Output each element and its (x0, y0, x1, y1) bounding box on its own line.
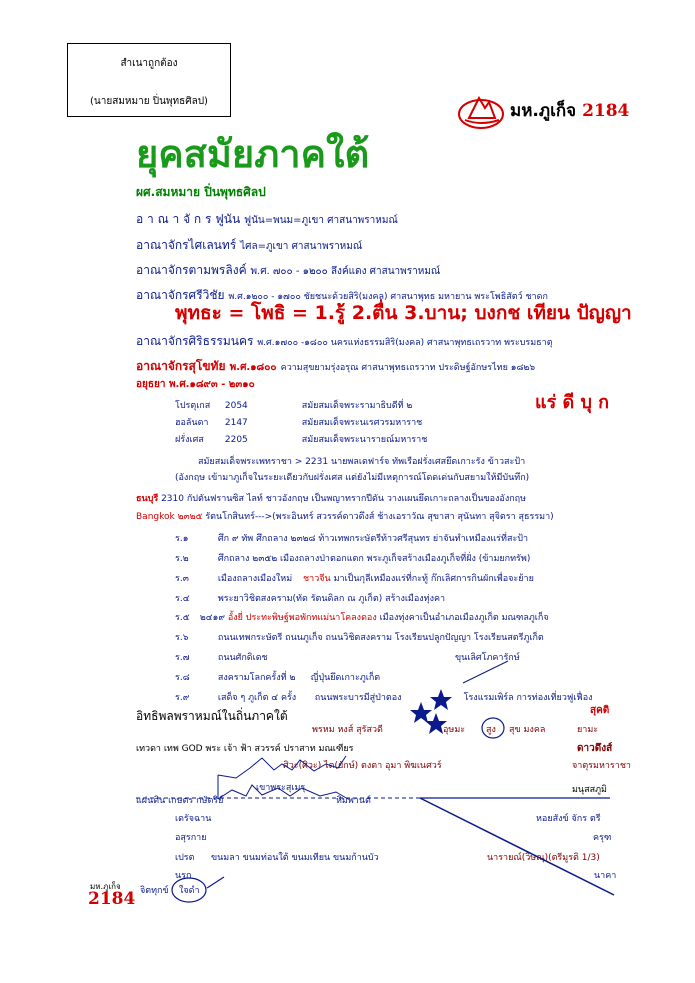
reign-text: ถนนเทพกระษัตรี ถนนภูเก็จ ถนนวิชิตสงคราม โรงเรียนปลูกปัญญา โรงเรียนสตรีภูเก็ต (217, 633, 544, 643)
kingdom-years: พ.ศ.๑๘๐๐ (229, 362, 277, 373)
reign-year: ๒๔๑๙ (199, 613, 225, 623)
label-shiva: ศิวะ(ศิวะ) ไต(ยักษ์) ตงตา อุมา พิฆเนศวร์ (283, 761, 442, 771)
ayutthaya-label: อยุธยา (136, 379, 166, 390)
reign-label: ร.๔ (175, 594, 190, 604)
kingdom-name: อาณาจักรสุโขทัย (136, 359, 226, 373)
label-suk: สุข มงคล (509, 725, 546, 735)
label-dao: ดาวดึงส์ (577, 743, 613, 754)
footer-university: มห.ภูเก็จ (90, 882, 121, 891)
label-asura: อสุรกาย (175, 833, 207, 843)
label-meru: เขาพระสุเมรุ (256, 783, 306, 793)
highlight-circle-sung (482, 718, 504, 738)
colonial-reign: สมัยสมเด็จพระรามาธิบดีที่ ๒ (301, 401, 413, 411)
colonial-country: ฝรั่งเศส (175, 435, 204, 445)
label-deva: เทวดา เทพ GOD พระ เจ้า ฟ้า สวรรค์ ปราสาท มณเฑียร (136, 744, 354, 754)
thonburi-text: 2310 กัปตันฟรานซิส ไลท์ ชาวอังกฤษ เป็นพญาทรากปีดัน วางแผนยึดเกาะถลางเป็นของอังกฤษ (161, 494, 527, 504)
reign-label: ร.๒ (175, 554, 189, 564)
star-icon (410, 702, 432, 723)
label-naraka: นรก (175, 871, 192, 881)
reign-label: ร.๑ (175, 534, 189, 544)
label-himavanta: หิมพานต์ (336, 796, 371, 806)
mountain-line-top (218, 756, 346, 778)
reign-text: ศึกถลาง ๒๓๕๒ เมืองถลางป่าตอกแตก พระภูเก็จสร้างเมืองภูเก็จที่ฝั่ง (ข้ามยกทรัพ) (217, 554, 531, 564)
star-icon (425, 713, 447, 734)
university-label: มห.ภูเก็จ (510, 101, 577, 121)
bangkok-label: Bangkok (136, 512, 175, 522)
bangkok-year: ๒๓๒๕ (177, 512, 203, 522)
reign-label: ร.๘ (175, 673, 190, 683)
colonial-reign: สมัยสมเด็จพระนารายณ์มหาราช (301, 435, 428, 445)
colonial-year: 2205 (224, 435, 248, 445)
label-manus: มนุสสภูมิ (572, 785, 607, 795)
highlight-circle-heart (172, 878, 206, 902)
reign-tail: โรงแรมเพิร์ล การท่องเที่ยวฟูเฟื่อง (463, 693, 593, 703)
reign-mid: ถนนพระบารมีสู่ป่าตอง (314, 693, 402, 703)
kingdom-name: อาณาจักรศรีวิชัย (136, 288, 225, 302)
reign-note: ขุนเลิศโภคารักษ์ (455, 653, 520, 663)
reign-label: ร.๕ (175, 613, 190, 623)
label-peta: เปรต (175, 853, 195, 863)
university-number: 2184 (582, 101, 630, 121)
kingdom-detail: ฟูนัน=พนม=ภูเขา ศาสนาพราหมณ์ (244, 215, 398, 226)
kingdom-name: อาณาจักรไศเลนทร์ (136, 238, 237, 252)
star-icon (430, 689, 452, 710)
reign-mid: ญี่ปุ่นยึดเกาะภูเก็ต (310, 673, 381, 683)
mountain-line-bottom (218, 785, 348, 799)
ore-tin: แร่ ดี บุ ก (535, 392, 610, 413)
label-brahma: พรหม หงส์ สุรัสวดี (312, 725, 383, 735)
label-sung: สูง (486, 725, 496, 735)
bangkok-text: รัตนโกสินทร์--->(พระอินทร์ สวรรค์ดาวดึงส์ ช้างเอราวัณ สุขาสา สุนันทา สุจิตรา สุธรรมา) (205, 512, 554, 522)
thonburi-label: ธนบุรี (136, 494, 159, 504)
ayutthaya-years: พ.ศ.๑๘๙๓ - ๒๓๑๐ (168, 379, 255, 390)
kingdom-name: อาณาจักรตามพรลิงค์ (136, 263, 247, 277)
reign-tail: เมืองทุ่งคาเป็นอำเภอเมืองภูเก็ต มณฑลภูเก็จ (379, 613, 549, 623)
phetracha-line1: สมัยสมเด็จพระเพทราชา > 2231 นายพลเดฟาร์จ ทัพเรือฝรั่งเศสยึดเกาะรัง ข้าวสะป้า (198, 457, 526, 467)
footer-number: 2184 (88, 889, 136, 909)
kingdom-detail: พ.ศ.๑๒๐๐ - ๑๗๐๐ ชัยชนะด้วยสิริ(มงคล) ศาสนาพุทธ มหายาน พระโพธิสัตว์ ชาดก (228, 292, 548, 302)
label-horse: หอยสังข์ จักร ตรี (536, 814, 601, 824)
label-earth: แผ่นดิน เกษตร กษัตริย์ (136, 796, 224, 806)
label-tiracchan: เดรัจฉาน (175, 814, 212, 824)
colonial-reign: สมัยสมเด็จพระนเรศวรมหาราช (301, 418, 423, 428)
label-heart: ใจดำ (179, 886, 200, 896)
label-sukhum: อุษมะ (443, 725, 466, 735)
reign-label: ร.๓ (175, 574, 189, 584)
kingdom-name: อ า ณ า จั ก ร ฟูนัน (136, 212, 241, 226)
stamp-line1: สำเนาถูกต้อง (120, 58, 178, 69)
colonial-country: โปรตุเกส (175, 401, 211, 411)
phetracha-line2: (อังกฤษ เข้ามาภูเก็จในระยะเดียวกับฝรั่งเศส แต่ยังไม่มีเหตุการณ์โดดเด่นกับสยามให้มีบันทึก) (175, 473, 530, 483)
reign-label: ร.๙ (175, 693, 190, 703)
colonial-year: 2054 (224, 401, 248, 411)
reign-text: ศึก ๙ ทัพ ศึกถลาง ๒๓๒๘ ท้าวเทพกระษัตรีท้าวศรีสุนทร ย่าจันทำเหมืองแร่ที่สะป้า (217, 534, 529, 544)
label-yama: ยามะ (577, 725, 599, 735)
reign-text: เสด็จ ๆ ภูเก็ต ๔ ครั้ง (217, 693, 297, 703)
label-naga: นาคา (594, 871, 617, 881)
label-sweets: ขนมลา ขนมท่อนใต้ ขนมเทียน ขนมก้านบัว (211, 853, 379, 863)
arrow-line (207, 877, 224, 888)
reign-text: เมืองถลางเมืองใหม่ (217, 574, 293, 584)
kingdom-detail: พ.ศ. ๗๐๐ - ๑๒๐๐ ลึงค์แดง ศาสนาพราหมณ์ (250, 266, 441, 277)
reign-text: สงครามโลกครั้งที่ ๒ (217, 673, 296, 683)
page-title: ยุคสมัยภาคใต้ (136, 132, 370, 176)
reign-highlight: ชาวจีน (303, 574, 331, 584)
colonial-year: 2147 (224, 418, 248, 428)
buddha-definition: พุทธะ = โพธิ = 1.รู้ 2.ตื่น 3.บาน; บงกช เทียน ปัญญา (175, 302, 632, 324)
kingdom-name: อาณาจักรศิริธรรมนคร (136, 334, 254, 348)
label-mind: จิตทุกข์ (140, 886, 169, 896)
colonial-country: ฮอลันดา (175, 418, 209, 428)
reign-label: ร.๖ (175, 633, 189, 643)
label-sukhit: สุคติ (590, 705, 610, 716)
underworld-slope-line (420, 798, 617, 895)
label-narayana: นารายณ์(วิษณุ)(ตรีมูรติ 1/3) (487, 853, 600, 863)
pointer-line (463, 661, 508, 683)
kingdom-detail: ความสุขยามรุ่งอรุณ ศาสนาพุทธเถรวาท ประดิษฐ์อักษรไทย ๑๘๒๖ (280, 363, 536, 373)
author: ผศ.สมหมาย ปิ่นพุทธศิลป (136, 185, 266, 199)
kingdom-detail: ไศล=ภูเขา ศาสนาพราหมณ์ (240, 241, 363, 252)
reign-label: ร.๗ (175, 653, 190, 663)
stamp-line2: (นายสมหมาย ปิ่นพุทธศิลป) (90, 96, 208, 107)
brahmin-influence-heading: อิทธิพลพราหมณ์ในถิ่นภาคใต้ (136, 709, 288, 723)
label-garuda: ครุฑ (593, 833, 612, 843)
label-jatu: จาตุรมหาราชา (572, 761, 631, 771)
kingdom-detail: พ.ศ.๑๗๐๐ -๑๘๐๐ นครแห่งธรรมสิริ(มงคล) ศาสนาพุทธเถรวาท พระบรมธาตุ (257, 338, 553, 348)
reign-tail: มาเป็นกุลีเหมืองแร่ที่กะทู้ ก๊กเลิศการกินผักเพื่อจะย้าย (333, 574, 534, 584)
reign-text: พระยาวิชิตสงคราม(ทัด รัตนดิลก ณ ภูเก็ต) สร้างเมืองทุ่งคา (217, 594, 446, 604)
reign-text: ถนนศักดิเดช (217, 653, 268, 663)
reign-highlight: อั้งยี่ ประทะพิษฐ์พอพักทแม่นาโคลงดอง (227, 613, 377, 623)
